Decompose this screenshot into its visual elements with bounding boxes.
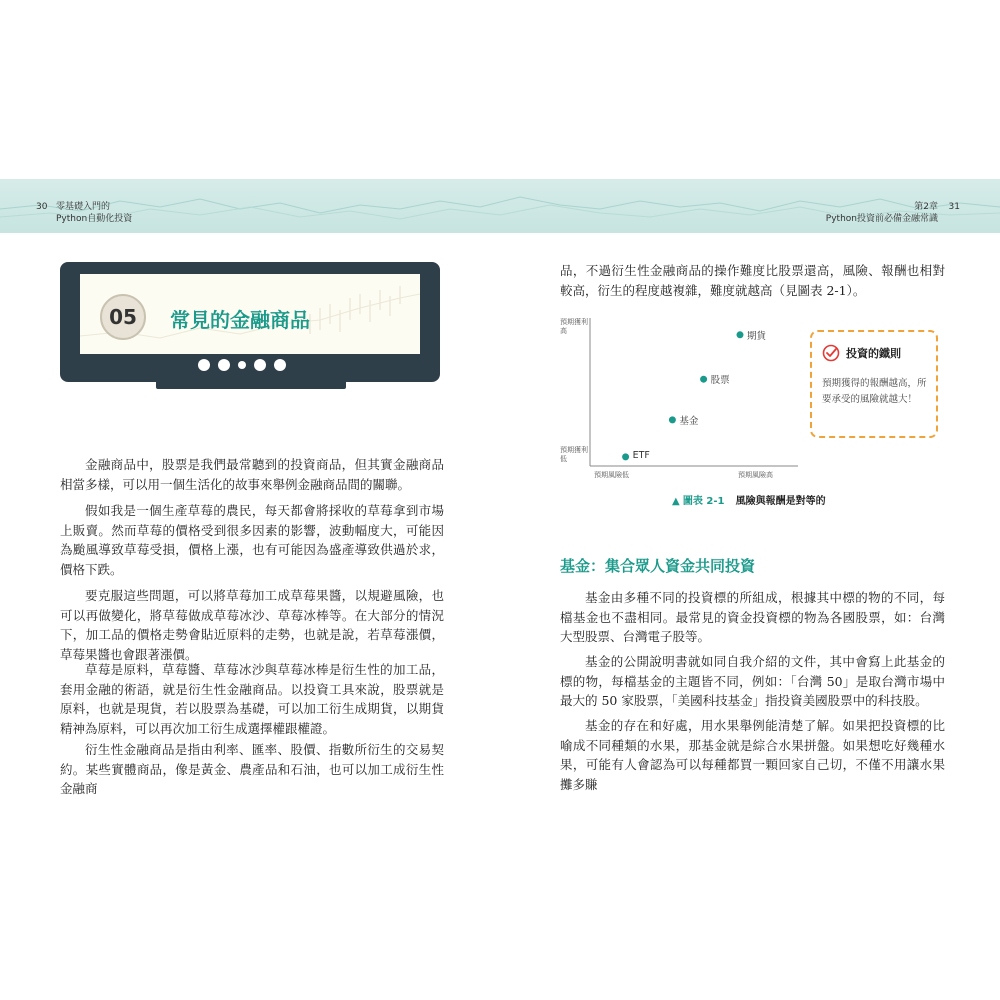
check-circle-icon [822, 344, 840, 362]
risk-return-chart [560, 318, 800, 483]
right-chapter: 第2章 [914, 202, 938, 212]
chart-point [700, 376, 707, 383]
monitor-dot [238, 361, 246, 369]
chart-point-label: 基金 [679, 415, 699, 427]
monitor-dot [218, 359, 230, 371]
caption-figure-number: 圖表 2-1 [682, 496, 725, 507]
right-paragraph-2: 基金的公開說明書就如同自我介紹的文件，其中會寫上此基金的標的物，每檔基金的主題皆不同，例如：「台灣 50」是取台灣市場中最大的 50 家股票，「美國科技基金」指投資美國股票中的科技股。 [560, 654, 945, 708]
section-title: 常見的金融商品 [170, 308, 310, 332]
left-paragraph-2: 假如我是一個生產草莓的農民，每天都會將採收的草莓拿到市場上販賣。然而草莓的價格受到很多因素的影響，波動幅度大，可能因為颱風導致草莓受損，價格上漲，也有可能因為盛產導致供過於求，價格下跌。 [60, 503, 444, 577]
chart-point [737, 331, 744, 338]
left-book-title [56, 201, 132, 225]
right-intro-paragraph: 品，不過衍生性金融商品的操作難度比股票還高，風險、報酬也相對較高，衍生的程度越複雜，難度就越高（見圖表 2-1）。 [560, 263, 945, 298]
section-monitor [60, 262, 440, 390]
chart-point-label: 股票 [710, 375, 730, 387]
caption-marker: ▲ [672, 496, 680, 507]
tip-box [810, 330, 938, 438]
chart-point [622, 453, 629, 460]
chart-point-label: 期貨 [747, 330, 767, 342]
figure-caption [672, 492, 826, 507]
chart-point [669, 416, 676, 423]
y-label-low: 預期獲利低 [560, 446, 588, 463]
monitor-screen [80, 274, 420, 354]
chart-svg [560, 318, 800, 483]
right-chapter-title: Python投資前必備金融常識 [825, 214, 938, 224]
tip-body: 預期獲得的報酬越高，所要承受的風險就越大！ [822, 378, 927, 405]
x-label-low: 預期風險低 [594, 471, 629, 479]
right-page-number: 31 [948, 202, 960, 212]
monitor-dot [274, 359, 286, 371]
left-paragraph-4: 草莓是原料，草莓醬、草莓冰沙與草莓冰棒是衍生性的加工品，套用金融的術語，就是衍生性金融商品。以投資工具來說，股票就是原料，也就是現貨，若以股票為基礎，可以加工衍生成期貨，以期貨精神為原料，可以再次加工衍生成選擇權跟權證。 [60, 662, 444, 736]
right-paragraph-3: 基金的存在和好處，用水果舉例能清楚了解。如果把投資標的比喻成不同種類的水果，那基金就是綜合水果拼盤。如果想吃好幾種水果，可能有人會認為可以每種都買一顆回家自己切，不僅不用讓水果攤多賺 [560, 718, 945, 792]
x-label-high: 預期風險高 [738, 471, 773, 479]
monitor-dot [254, 359, 266, 371]
left-paragraph-5: 衍生性金融商品是指由利率、匯率、股價、指數所衍生的交易契約。某些實體商品，像是黃金、農產品和石油，也可以加工成衍生性金融商 [60, 742, 444, 796]
section-number: 05 [100, 294, 146, 340]
fund-subheading: 基金：集合眾人資金共同投資 [560, 557, 756, 575]
left-book-title-line1: 零基礎入門的 [56, 202, 111, 212]
monitor-stand [156, 379, 346, 389]
caption-text: 風險與報酬是對等的 [735, 496, 826, 507]
left-page-number: 30 [36, 202, 48, 212]
left-paragraph-1: 金融商品中，股票是我們最常聽到的投資商品，但其實金融商品相當多樣，可以用一個生活化的故事來舉例金融商品間的關聯。 [60, 457, 444, 492]
y-label-high: 預期獲利高 [560, 318, 588, 335]
left-paragraph-3: 要克服這些問題，可以將草莓加工成草莓果醬，以規避風險，也可以再做變化，將草莓做成草莓冰沙、草莓冰棒等。在大部分的情況下，加工品的價格走勢會貼近原料的走勢，也就是說，若草莓漲價，草莓果醬也會跟著漲價。 [60, 588, 444, 662]
monitor-dots [198, 358, 286, 372]
tip-header [822, 344, 901, 362]
left-book-title-line2: Python自動化投資 [56, 214, 133, 224]
tip-title: 投資的鐵則 [846, 347, 901, 360]
monitor-dot [198, 359, 210, 371]
right-chapter-block [826, 201, 938, 225]
chart-point-label: ETF [632, 449, 650, 461]
right-paragraph-1: 基金由多種不同的投資標的所組成，根據其中標的物的不同，每檔基金也不盡相同。最常見的資金投資標的物為各國股票，如：台灣大型股票、台灣電子股等。 [560, 590, 945, 644]
